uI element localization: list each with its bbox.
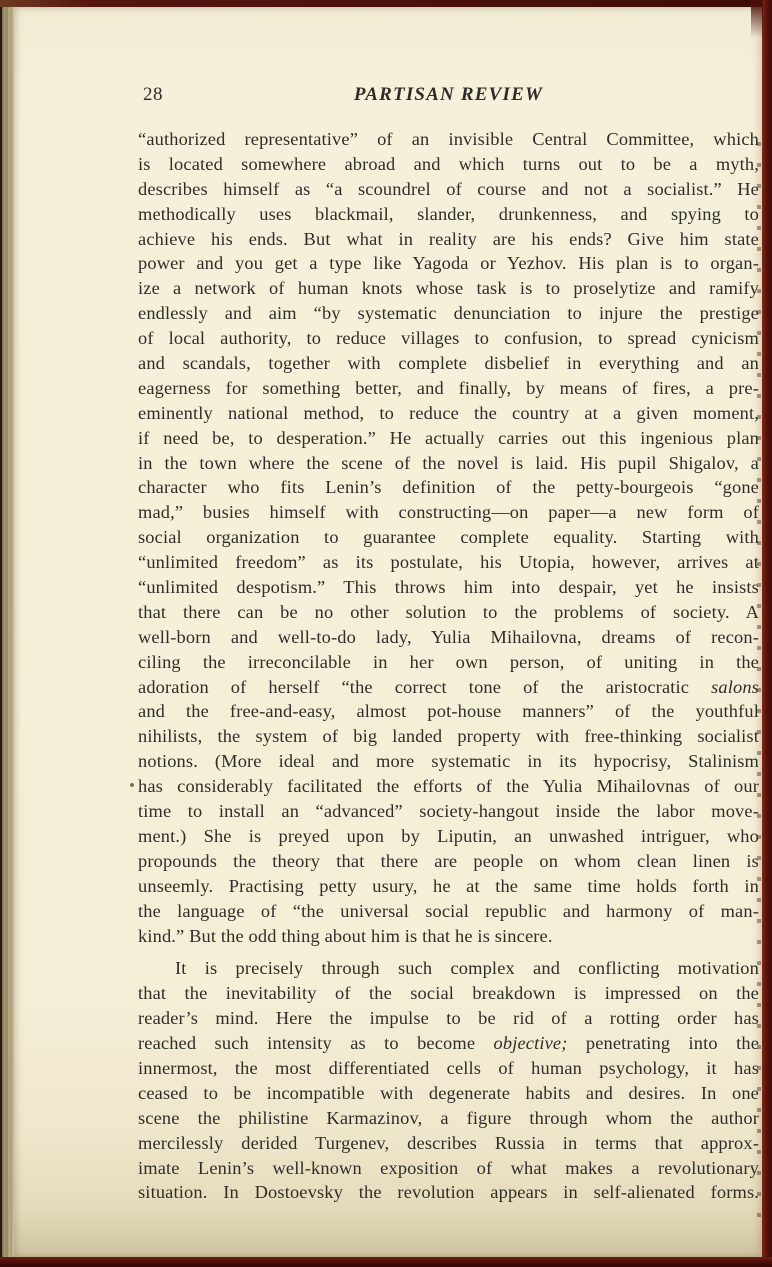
journal-title: PARTISAN REVIEW	[353, 84, 544, 105]
text-line: endlessly and aim “by systematic denunciation to injure the prestige	[138, 303, 759, 324]
text-line: ment.) She is preyed upon by Liputin, an unwashed intriguer, who	[138, 825, 759, 846]
cover-edge-top	[0, 0, 772, 7]
text-line: ciling the irreconcilable in her own person, of uniting in the	[138, 651, 759, 672]
text-line: time to install an “advanced” society-hangout inside the labor move-	[138, 801, 759, 822]
text-line: “unlimited despotism.” This throws him into despair, yet he insists	[138, 577, 759, 598]
text-line: notions. (More ideal and more systematic in its hypocrisy, Stalinism	[138, 751, 759, 772]
text-line: mad,” busies himself with constructing—on paper—a new form of	[138, 502, 759, 523]
text-line: achieve his ends. But what in reality are his ends? Give him state	[138, 228, 759, 249]
text-line: eagerness for something better, and finally, by means of fires, a pre-	[138, 377, 759, 398]
text-line: reader’s mind. Here the impulse to be rid of a rotting order has	[138, 1008, 759, 1029]
text-line: the language of “the universal social republic and harmony of man-	[138, 900, 759, 921]
text-line: in the town where the scene of the novel is laid. His pupil Shigalov, a	[138, 452, 759, 473]
text-line: that the inevitability of the social breakdown is impressed on the	[138, 983, 759, 1004]
text-line: well-born and well-to-do lady, Yulia Mihailovna, dreams of recon-	[138, 626, 759, 647]
cover-edge-bottom	[0, 1257, 772, 1267]
paragraph	[138, 956, 759, 1205]
text-line: “authorized representative” of an invisible Central Committee, which	[138, 129, 759, 149]
text-line: adoration of herself “the correct tone of the aristocratic salons	[138, 676, 759, 697]
text-line: kind.” But the odd thing about him is that he is sincere.	[138, 925, 553, 946]
paragraph	[138, 127, 759, 948]
text-line: that there can be no other solution to the problems of society. A	[138, 601, 759, 622]
page-number: 28	[143, 84, 163, 105]
page-edge-left	[0, 6, 14, 1259]
text-line: mercilessly derided Turgenev, describes Russia in terms that approx-	[138, 1132, 759, 1153]
text-line: innermost, the most differentiated cells of human psychology, it has	[138, 1057, 759, 1078]
text-line: if need be, to desperation.” He actually carries out this ingenious plan	[138, 427, 759, 448]
text-line: ize a network of human knots whose task is to proselytize and ramify	[138, 278, 759, 299]
text-line: eminently national method, to reduce the country at a given moment,	[138, 402, 759, 423]
text-line: of local authority, to reduce villages to confusion, to spread cynicism	[138, 328, 759, 349]
text-line: propounds the theory that there are people on whom clean linen is	[138, 850, 759, 871]
print-artifact-dot	[130, 783, 134, 787]
cover-edge-right	[762, 0, 772, 1267]
text-line: and the free-and-easy, almost pot-house manners” of the youthful	[138, 701, 759, 722]
text-line: has considerably facilitated the efforts of the Yulia Mihailovnas of our	[138, 776, 759, 797]
text-line: is located somewhere abroad and which turns out to be a myth,	[138, 153, 759, 174]
text-line: social organization to guarantee complete equality. Starting with	[138, 527, 759, 548]
text-line: methodically uses blackmail, slander, drunkenness, and spying to	[138, 203, 759, 224]
text-line: nihilists, the system of big landed property with free-thinking socialist	[138, 726, 759, 747]
page-edge-marks	[757, 125, 761, 1217]
text-line: unseemly. Practising petty usury, he at the same time holds forth in	[138, 875, 759, 896]
page-header	[138, 84, 759, 108]
book-page	[14, 7, 762, 1257]
text-line: describes himself as “a scoundrel of course and not a socialist.” He	[138, 178, 759, 199]
text-line: It is precisely through such complex and conflicting motivation	[175, 958, 759, 979]
text-line: scene the philistine Karmazinov, a figure through whom the author	[138, 1107, 759, 1128]
text-line: ceased to be incompatible with degenerate habits and desires. In one	[138, 1082, 759, 1103]
text-line: reached such intensity as to become objective; penetrating into the	[138, 1033, 760, 1054]
text-line: and scandals, together with complete disbelief in everything and an	[138, 353, 759, 374]
text-block	[138, 127, 759, 1205]
text-line: character who fits Lenin’s definition of the petty-bourgeois “gone	[138, 477, 759, 498]
text-line: “unlimited freedom” as its postulate, his Utopia, however, arrives at	[138, 552, 759, 573]
text-line: power and you get a type like Yagoda or Yezhov. His plan is to organ-	[138, 253, 759, 274]
text-line: situation. In Dostoevsky the revolution appears in self-alienated forms.	[138, 1182, 759, 1203]
text-line: imate Lenin’s well-known exposition of what makes a revolutionary	[138, 1157, 759, 1178]
